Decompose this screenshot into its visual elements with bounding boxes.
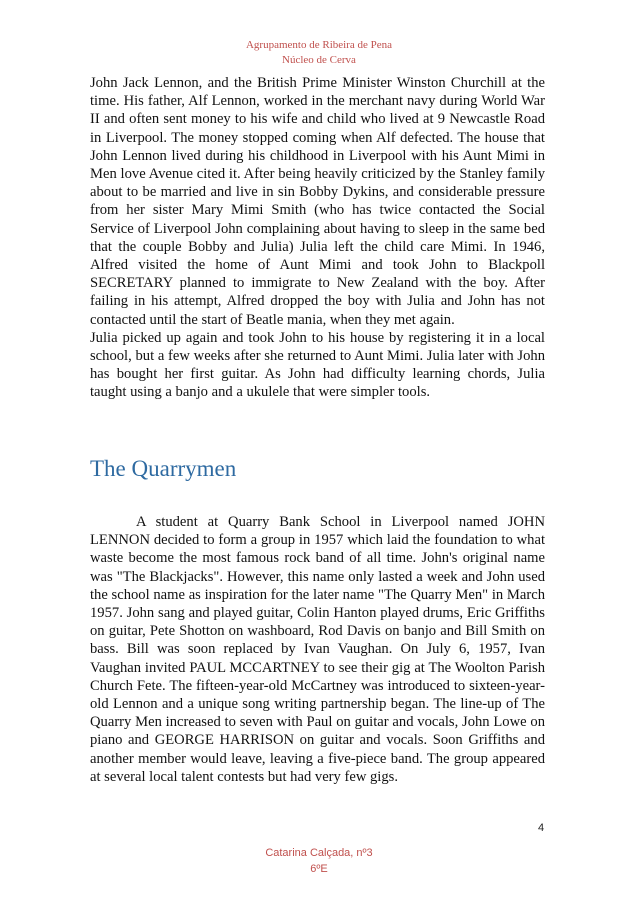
- biography-paragraph-2: Julia picked up again and took John to his house by registering it in a local school, but a few weeks after she returned to Aunt Mimi. Julia later with John has bought her first guitar. As John had difficulty learning chords, Julia taught using a banjo and a ukulele that were simpler tools.: [90, 329, 545, 401]
- section-quarrymen: [90, 513, 545, 786]
- header-school-unit: Núcleo de Cerva: [282, 54, 356, 66]
- header-school-name: Agrupamento de Ribeira de Pena: [245, 39, 392, 51]
- section-heading-quarrymen: The Quarrymen: [90, 456, 237, 481]
- footer-class: 6ºE: [310, 863, 328, 875]
- quarrymen-paragraph: A student at Quarry Bank School in Liverpool named JOHN LENNON decided to form a group in 1957 which laid the foundation to what waste become the most famous rock band of all time. John's original name was "The Blackjacks". However, this name only lasted a week and John used the school name as inspiration for the later name "The Quarry Men" in March 1957. John sang and played guitar, Colin Hanton played drums, Eric Griffiths on guitar, Pete Shotton on washboard, Rod Davis on banjo and Bill Smith on bass. Bill was soon replaced by Ivan Vaughan. On July 6, 1957, Ivan Vaughan invited PAUL MCCARTNEY to see their gig at The Woolton Parish Church Fete. The fifteen-year-old McCartney was introduced to sixteen-year-old Lennon and a unique song writing partnership began. The line-up of The Quarry Men increased to seven with Paul on guitar and vocals, John Lowe on piano and GEORGE HARRISON on guitar and vocals. Soon Griffiths and another member would leave, leaving a five-piece band. The group appeared at several local talent contests but had very few gigs.: [90, 514, 545, 785]
- biography-paragraph-1: John Jack Lennon, and the British Prime Minister Winston Churchill at the time. His father, Alf Lennon, worked in the merchant navy during World War II and often sent money to his wife and child who lived at 9 Newcastle Road in Liverpool. The money stopped coming when Alf defected. The house that John Lennon lived during his childhood in Liverpool with his Aunt Mimi in Men love Avenue cited it. After being heavily criticized by the Stanley family about to be married and live in sin Bobby Dykins, and considerable pressure from her sister Mary Mimi Smith (who has twice contacted the Social Service of Liverpool John complaining about having to sleep in the same bed that the couple Bobby and Julia) Julia left the child care Mimi. In 1946, Alfred visited the home of Aunt Mimi and took John to Blackpoll SECRETARY planned to immigrate to New Zealand with the boy. After failing in his attempt, Alfred dropped the boy with Julia and John has not contacted until the start of Beatle mania, when they met again.: [90, 75, 545, 328]
- footer-author: Catarina Calçada, nº3: [265, 847, 373, 859]
- page-number: 4: [538, 822, 545, 834]
- section-biography: [90, 74, 545, 402]
